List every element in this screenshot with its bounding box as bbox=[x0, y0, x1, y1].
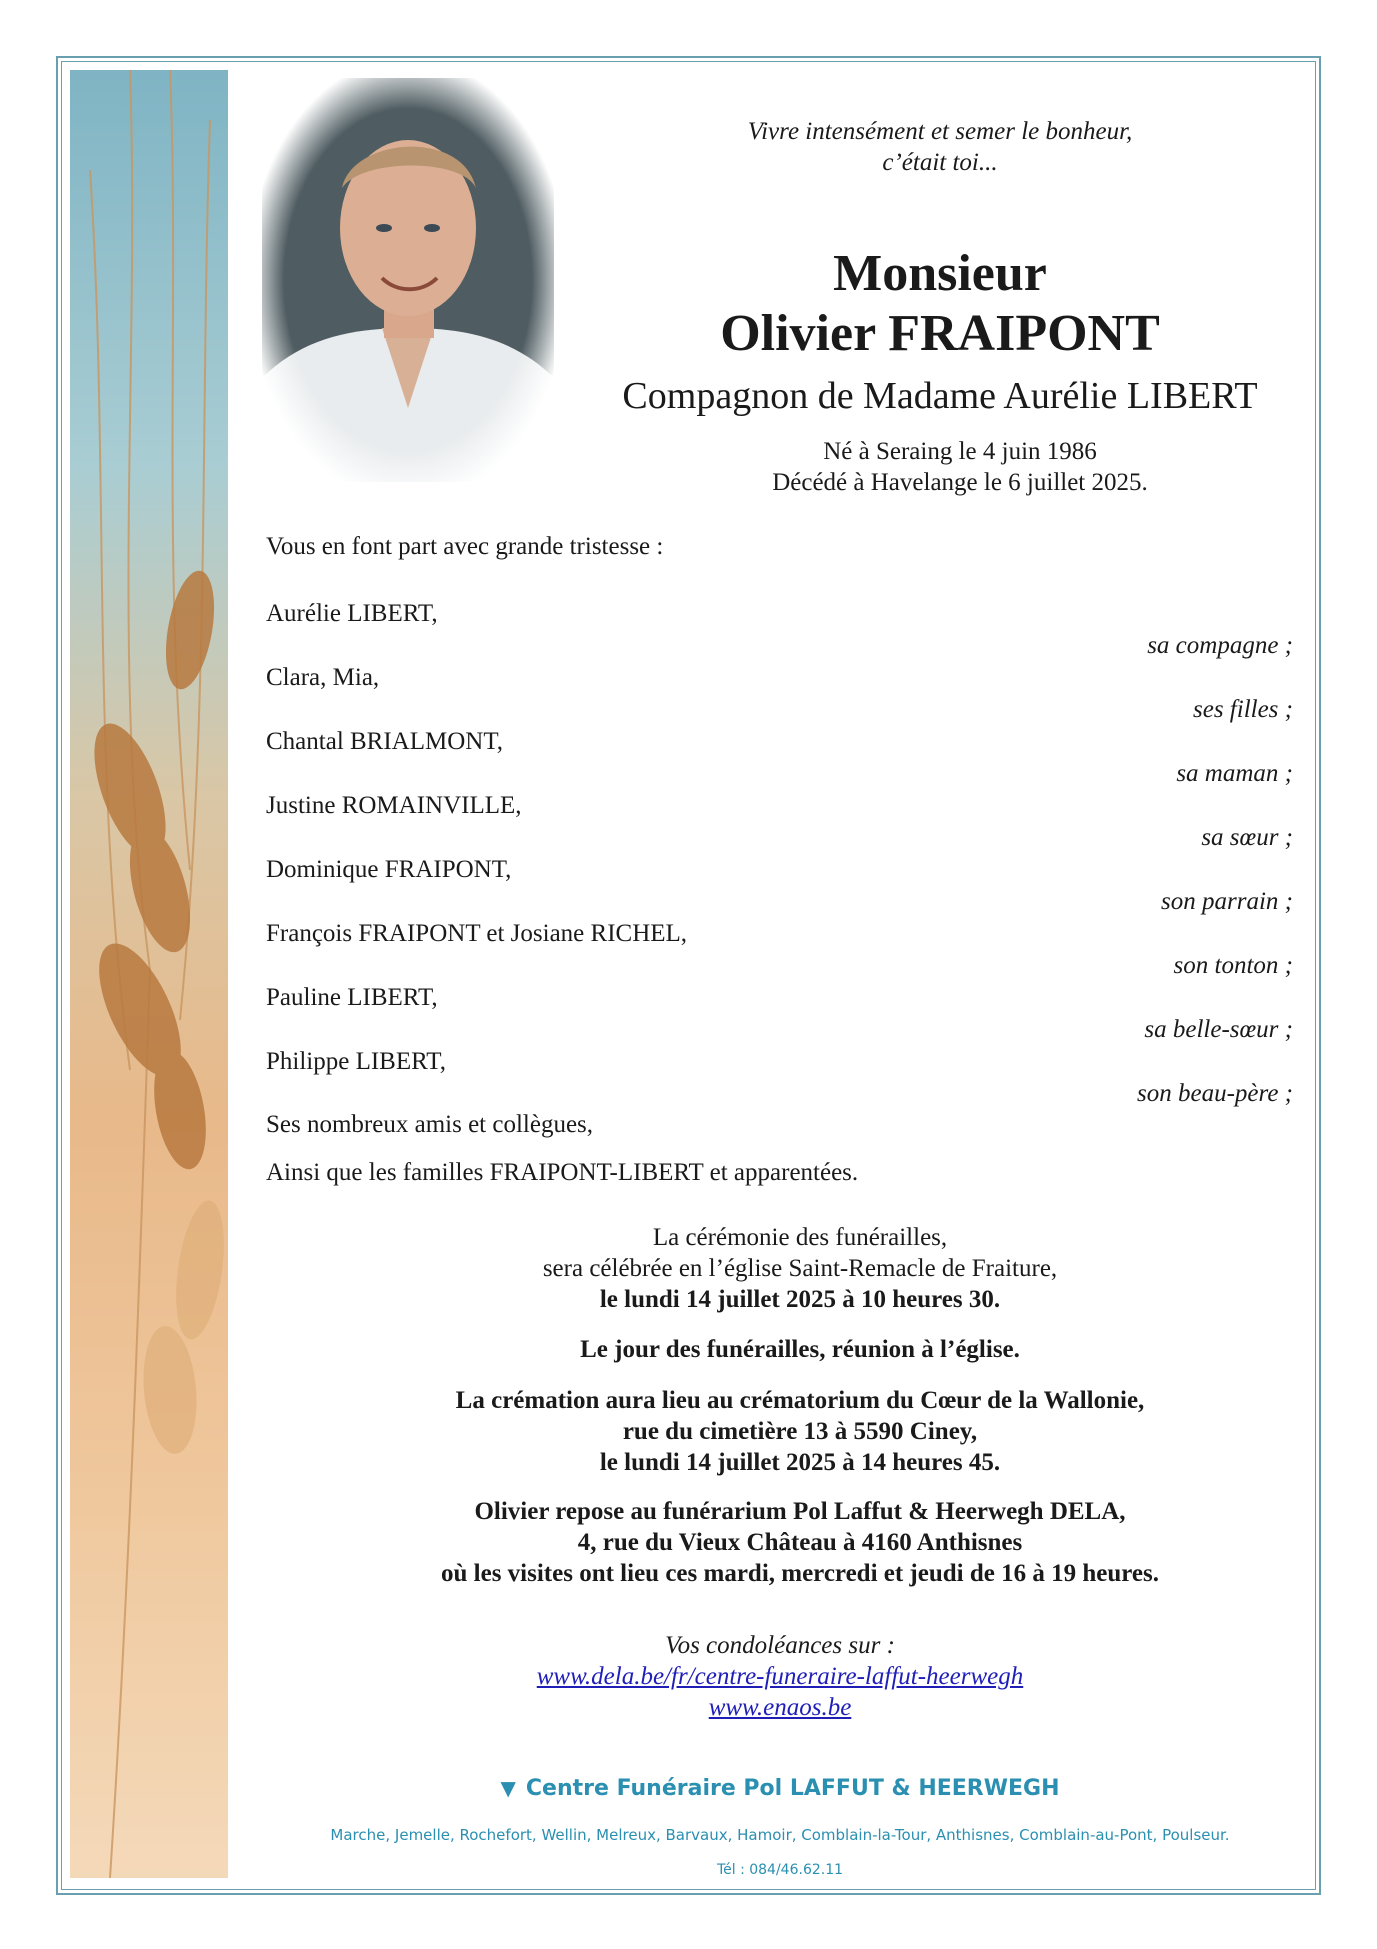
ceremony-block bbox=[300, 1222, 1300, 1315]
family-member-relation: son tonton ; bbox=[1173, 952, 1293, 979]
family-member-relation: son beau-père ; bbox=[1137, 1080, 1293, 1107]
condolences-link-enaos[interactable]: www.enaos.be bbox=[708, 1694, 852, 1721]
ceremony-date: le lundi 14 juillet 2025 à 10 heures 30. bbox=[599, 1286, 1001, 1313]
family-member-relation: sa sœur ; bbox=[1201, 824, 1293, 851]
ceremony-line-2: sera célébrée en l’église Saint-Remacle de Fraiture, bbox=[542, 1255, 1058, 1282]
family-row bbox=[266, 728, 1293, 792]
funeral-home-name bbox=[420, 1776, 1140, 1801]
cremation-line-1: La crémation aura lieu au crématorium du Cœur de la Wallonie, bbox=[455, 1387, 1145, 1414]
condolences-link-dela[interactable]: www.dela.be/fr/centre-funeraire-laffut-heerwegh bbox=[536, 1663, 1024, 1690]
quote-line-1: Vivre intensément et semer le bonheur, bbox=[747, 118, 1133, 145]
family-member-name: Chantal BRIALMONT, bbox=[266, 728, 504, 755]
friends-line: Ses nombreux amis et collègues, bbox=[266, 1111, 594, 1138]
ceremony-line-1: La cérémonie des funérailles, bbox=[652, 1224, 948, 1251]
death-line: Décédé à Havelange le 6 juillet 2025. bbox=[772, 469, 1148, 496]
cremation-block bbox=[300, 1385, 1300, 1478]
family-member-name: Aurélie LIBERT, bbox=[266, 600, 438, 627]
triangle-down-icon: ▼ bbox=[500, 1776, 516, 1800]
cremation-line-3: le lundi 14 juillet 2025 à 14 heures 45. bbox=[599, 1449, 1001, 1476]
announcement-intro: Vous en font part avec grande tristesse : bbox=[266, 533, 664, 560]
epitaph-quote bbox=[680, 116, 1200, 178]
reunion-line: Le jour des funérailles, réunion à l’église. bbox=[580, 1336, 1020, 1363]
funeral-home-towns: Marche, Jemelle, Rochefort, Wellin, Melreux, Barvaux, Hamoir, Comblain-la-Tour, Anthisnes, Comblain-au-Pont, Poulseur. bbox=[330, 1826, 1230, 1844]
wheat-banner-image bbox=[70, 70, 228, 1878]
family-member-name: François FRAIPONT et Josiane RICHEL, bbox=[266, 920, 688, 947]
family-row bbox=[266, 1048, 1293, 1112]
family-member-name: Clara, Mia, bbox=[266, 664, 380, 691]
honorific-title: Monsieur bbox=[833, 245, 1047, 302]
family-member-relation: sa compagne ; bbox=[1147, 632, 1293, 659]
family-member-relation: sa belle-sœur ; bbox=[1144, 1016, 1293, 1043]
birth-line: Né à Seraing le 4 juin 1986 bbox=[823, 438, 1097, 465]
family-member-relation: sa maman ; bbox=[1176, 760, 1293, 787]
repose-line-1: Olivier repose au funérarium Pol Laffut & Heerwegh DELA, bbox=[474, 1498, 1126, 1525]
condolences-block bbox=[400, 1630, 1160, 1723]
family-row bbox=[266, 920, 1293, 984]
family-member-relation: son parrain ; bbox=[1161, 888, 1293, 915]
condolences-intro: Vos condoléances sur : bbox=[665, 1632, 895, 1659]
families-line: Ainsi que les familles FRAIPONT-LIBERT et apparentées. bbox=[266, 1159, 859, 1186]
family-row bbox=[266, 856, 1293, 920]
family-row bbox=[266, 792, 1293, 856]
deceased-portrait-photo bbox=[262, 78, 554, 482]
repose-line-3: où les visites ont lieu ces mardi, mercredi et jeudi de 16 à 19 heures. bbox=[441, 1560, 1159, 1587]
family-member-name: Justine ROMAINVILLE, bbox=[266, 792, 522, 819]
family-member-name: Dominique FRAIPONT, bbox=[266, 856, 512, 883]
repose-block bbox=[300, 1496, 1300, 1589]
repose-line-2: 4, rue du Vieux Château à 4160 Anthisnes bbox=[577, 1529, 1023, 1556]
funeral-home-title: Centre Funéraire Pol LAFFUT & HEERWEGH bbox=[525, 1776, 1060, 1801]
cremation-line-2: rue du cimetière 13 à 5590 Ciney, bbox=[622, 1418, 978, 1445]
family-row bbox=[266, 984, 1293, 1048]
family-row bbox=[266, 664, 1293, 728]
family-row bbox=[266, 600, 1293, 664]
birth-death-dates bbox=[680, 436, 1240, 498]
family-member-name: Pauline LIBERT, bbox=[266, 984, 438, 1011]
funeral-home-phone: Tél : 084/46.62.11 bbox=[716, 1862, 844, 1878]
companion-line: Compagnon de Madame Aurélie LIBERT bbox=[622, 375, 1258, 417]
quote-line-2: c’était toi... bbox=[882, 149, 998, 176]
family-member-name: Philippe LIBERT, bbox=[266, 1048, 446, 1075]
family-member-relation: ses filles ; bbox=[1193, 696, 1293, 723]
deceased-name: Olivier FRAIPONT bbox=[720, 305, 1160, 362]
